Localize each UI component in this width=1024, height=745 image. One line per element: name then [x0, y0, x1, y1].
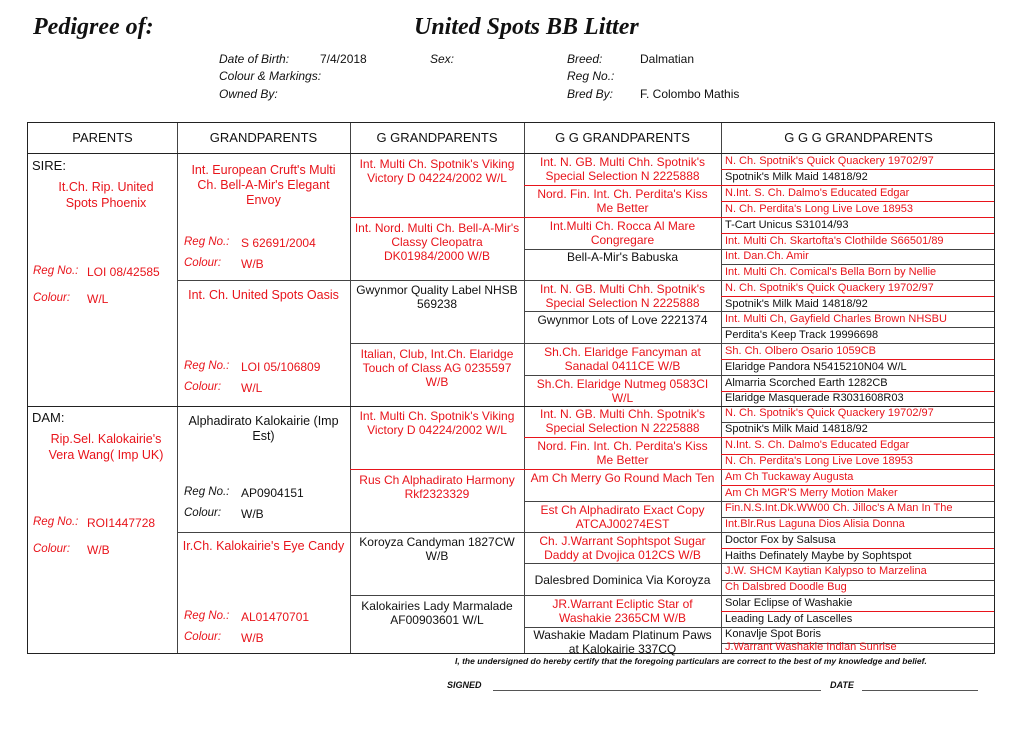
dam-gggg-1: N. Ch. Spotnik's Quick Quackery 19702/97 — [725, 407, 934, 419]
dam-gg-3: Koroyza Candyman 1827CW W/B — [359, 535, 515, 563]
sire-gggg-2: Spotnik's Milk Maid 14818/92 — [725, 171, 868, 183]
dam-gggg-12: Ch Dalsbred Doodle Bug — [725, 581, 847, 593]
pedigree-label: Pedigree of: — [33, 14, 154, 40]
sire-gg-1: Int. Multi Ch. Spotnik's Viking Victory D 04224/2002 W/L — [359, 157, 515, 185]
sire-gp1-colour-label: Colour: — [184, 257, 222, 269]
sire-gggg-6: Int. Multi Ch. Skartofta's Clothilde S66501/89 — [725, 235, 944, 247]
sire-gp2-name: Int. Ch. United Spots Oasis — [188, 288, 339, 302]
dam-gggg-2: Spotnik's Milk Maid 14818/92 — [725, 423, 868, 435]
sire-gggg-10: Spotnik's Milk Maid 14818/92 — [725, 298, 868, 310]
col-g-grandparents: G GRANDPARENTS — [376, 130, 498, 145]
dam-gp1-reg-label: Reg No.: — [184, 486, 230, 498]
sire-ggg-6: Gwynmor Lots of Love 2221374 — [537, 313, 708, 327]
dam-gggg-13: Solar Eclipse of Washakie — [725, 597, 853, 609]
sire-gg-2: Int. Nord. Multi Ch. Bell-A-Mir's Classy Cleopatra DK01984/2000 W/B — [354, 221, 520, 263]
bred-by-label: Bred By: — [567, 87, 614, 101]
dam-gg-4: Kalokairies Lady Marmalade AF00903601 W/L — [361, 599, 513, 627]
signed-label: SIGNED — [447, 680, 482, 690]
sire-reg: LOI 08/42585 — [87, 265, 160, 279]
dam-colour: W/B — [87, 543, 110, 557]
dam-gp2-reg-label: Reg No.: — [184, 610, 230, 622]
pedigree-table — [27, 122, 995, 654]
sire-gp1-colour: W/B — [241, 257, 264, 271]
dam-gg-2: Rus Ch Alphadirato Harmony Rkf2323329 — [359, 473, 515, 501]
sire-gp1-reg-label: Reg No.: — [184, 236, 230, 248]
sire-gp1-reg: S 62691/2004 — [241, 236, 316, 250]
sire-gp2-reg: LOI 05/106809 — [241, 360, 321, 374]
sire-gggg-3: N.Int. S. Ch. Dalmo's Educated Edgar — [725, 187, 910, 199]
sire-colour-label: Colour: — [33, 292, 71, 304]
dam-ggg-6: Dalesbred Dominica Via Koroyza — [534, 573, 711, 587]
sire-gggg-8: Int. Multi Ch. Comical's Bella Born by Nellie — [725, 266, 937, 278]
sire-heading: SIRE: — [32, 158, 66, 173]
bred-by-value: F. Colombo Mathis — [640, 87, 740, 101]
sire-gp2-colour-label: Colour: — [184, 381, 222, 393]
dam-gp2-reg: AL01470701 — [241, 610, 310, 624]
dam-gggg-6: Am Ch MGR'S Merry Motion Maker — [725, 487, 898, 499]
dam-reg-label: Reg No.: — [33, 516, 79, 528]
date-line[interactable] — [862, 690, 978, 691]
sire-colour: W/L — [87, 292, 109, 306]
dob-value: 7/4/2018 — [320, 52, 367, 66]
sire-gggg-16: Elaridge Masquerade R3031608R03 — [725, 392, 904, 404]
sire-ggg-3: Int.Multi Ch. Rocca Al Mare Congregare — [549, 219, 696, 247]
dam-gggg-9: Doctor Fox by Salsusa — [725, 534, 836, 546]
sire-ggg-2: Nord. Fin. Int. Ch. Perdita's Kiss Me Better — [537, 187, 708, 215]
dam-gggg-16: J.Warrant Washakie Indian Sunrise — [725, 641, 897, 653]
dam-gp1-colour-label: Colour: — [184, 507, 222, 519]
dam-gggg-11: J.W. SHCM Kaytian Kalypso to Marzelina — [725, 565, 927, 577]
dam-name: Rip.Sel. Kalokairie's Vera Wang( Imp UK) — [48, 432, 164, 462]
dam-gg-1: Int. Multi Ch. Spotnik's Viking Victory D 04224/2002 W/L — [359, 409, 515, 437]
dam-gp2-name: Ir.Ch. Kalokairie's Eye Candy — [182, 539, 345, 553]
col-grandparents: GRANDPARENTS — [209, 130, 318, 145]
dam-ggg-7: JR.Warrant Ecliptic Star of Washakie 2365CM W/B — [552, 597, 693, 625]
sire-gggg-4: N. Ch. Perdita's Long Live Love 18953 — [725, 203, 913, 215]
sex-label: Sex: — [430, 52, 455, 66]
sire-gggg-1: N. Ch. Spotnik's Quick Quackery 19702/97 — [725, 155, 934, 167]
dam-gggg-15: Konavlje Spot Boris — [725, 628, 821, 640]
dam-gggg-4: N. Ch. Perdita's Long Live Love 18953 — [725, 455, 913, 467]
sire-gggg-7: Int. Dan.Ch. Amir — [725, 250, 809, 262]
signature-line[interactable] — [493, 690, 821, 691]
dam-ggg-4: Est Ch Alphadirato Exact Copy ATCAJ00274EST — [540, 503, 705, 531]
dam-gp1-reg: AP0904151 — [241, 486, 304, 500]
date-label: DATE — [830, 680, 854, 690]
dam-ggg-3: Am Ch Merry Go Round Mach Ten — [530, 471, 715, 485]
sire-gggg-15: Almarria Scorched Earth 1282CB — [725, 377, 888, 389]
owned-by-label: Owned By: — [219, 87, 278, 101]
colour-markings-label: Colour & Markings: — [219, 69, 322, 83]
dam-colour-label: Colour: — [33, 543, 71, 555]
sire-gggg-11: Int. Multi Ch, Gayfield Charles Brown NHSBU — [725, 313, 947, 325]
dam-gp2-colour-label: Colour: — [184, 631, 222, 643]
sire-ggg-1: Int. N. GB. Multi Chh. Spotnik's Special Selection N 2225888 — [539, 155, 706, 183]
sire-gp2-colour: W/L — [241, 381, 263, 395]
sire-ggg-4: Bell-A-Mir's Babuska — [567, 250, 678, 264]
dam-heading: DAM: — [32, 410, 65, 425]
sire-ggg-5: Int. N. GB. Multi Chh. Spotnik's Special Selection N 2225888 — [539, 282, 706, 310]
dob-label: Date of Birth: — [219, 52, 290, 66]
col-gg-grandparents: G G GRANDPARENTS — [555, 130, 690, 145]
dam-gggg-8: Int.Blr.Rus Laguna Dios Alisia Donna — [725, 518, 905, 530]
sire-gp2-reg-label: Reg No.: — [184, 360, 230, 372]
col-ggg-grandparents: G G G GRANDPARENTS — [784, 130, 933, 145]
dam-gggg-14: Leading Lady of Lascelles — [725, 613, 853, 625]
sire-name: It.Ch. Rip. United Spots Phoenix — [58, 180, 154, 210]
dam-gp2-colour: W/B — [241, 631, 264, 645]
sire-ggg-8: Sh.Ch. Elaridge Nutmeg 0583CI W/L — [536, 377, 709, 405]
sire-gg-3: Gwynmor Quality Label NHSB 569238 — [356, 283, 518, 311]
sire-gp1-name: Int. European Cruft's Multi Ch. Bell-A-Mir's Elegant Envoy — [191, 163, 336, 207]
dam-gp1-colour: W/B — [241, 507, 264, 521]
dam-ggg-5: Ch. J.Warrant Sophtspot Sugar Daddy at Dvojica 012CS W/B — [539, 534, 706, 562]
sire-gggg-5: T-Cart Unicus S31014/93 — [725, 219, 849, 231]
sire-ggg-7: Sh.Ch. Elaridge Fancyman at Sanadal 0411CE W/B — [544, 345, 701, 373]
breed-value: Dalmatian — [640, 52, 695, 66]
sire-reg-label: Reg No.: — [33, 265, 79, 277]
sire-gggg-9: N. Ch. Spotnik's Quick Quackery 19702/97 — [725, 282, 934, 294]
sire-gg-4: Italian, Club, Int.Ch. Elaridge Touch of Class AG 0235597 W/B — [360, 347, 514, 389]
dam-reg: ROI1447728 — [87, 516, 156, 530]
dam-gggg-7: Fin.N.S.Int.Dk.WW00 Ch. Jilloc's A Man In The — [725, 502, 953, 514]
dam-ggg-8: Washakie Madam Platinum Paws at Kalokairie 337CQ — [533, 628, 712, 656]
sire-gggg-14: Elaridge Pandora N5415210N04 W/L — [725, 361, 907, 373]
regno-label: Reg No.: — [567, 69, 615, 83]
dam-ggg-1: Int. N. GB. Multi Chh. Spotnik's Special Selection N 2225888 — [539, 407, 706, 435]
sire-gggg-12: Perdita's Keep Track 19996698 — [725, 329, 879, 341]
breed-label: Breed: — [567, 52, 603, 66]
dam-gggg-3: N.Int. S. Ch. Dalmo's Educated Edgar — [725, 439, 910, 451]
dam-ggg-2: Nord. Fin. Int. Ch. Perdita's Kiss Me Better — [537, 439, 708, 467]
col-parents: PARENTS — [72, 130, 133, 145]
litter-title: United Spots BB Litter — [414, 14, 639, 40]
sire-gggg-13: Sh. Ch. Olbero Osario 1059CB — [725, 345, 877, 357]
dam-gggg-10: Haiths Definately Maybe by Sophtspot — [725, 550, 912, 562]
certification-text: I, the undersigned do hereby certify that the foregoing particulars are correct to the best of my knowledge and belief. — [455, 656, 927, 666]
dam-gp1-name: Alphadirato Kalokairie (Imp Est) — [188, 414, 339, 443]
dam-gggg-5: Am Ch Tuckaway Augusta — [725, 471, 854, 483]
